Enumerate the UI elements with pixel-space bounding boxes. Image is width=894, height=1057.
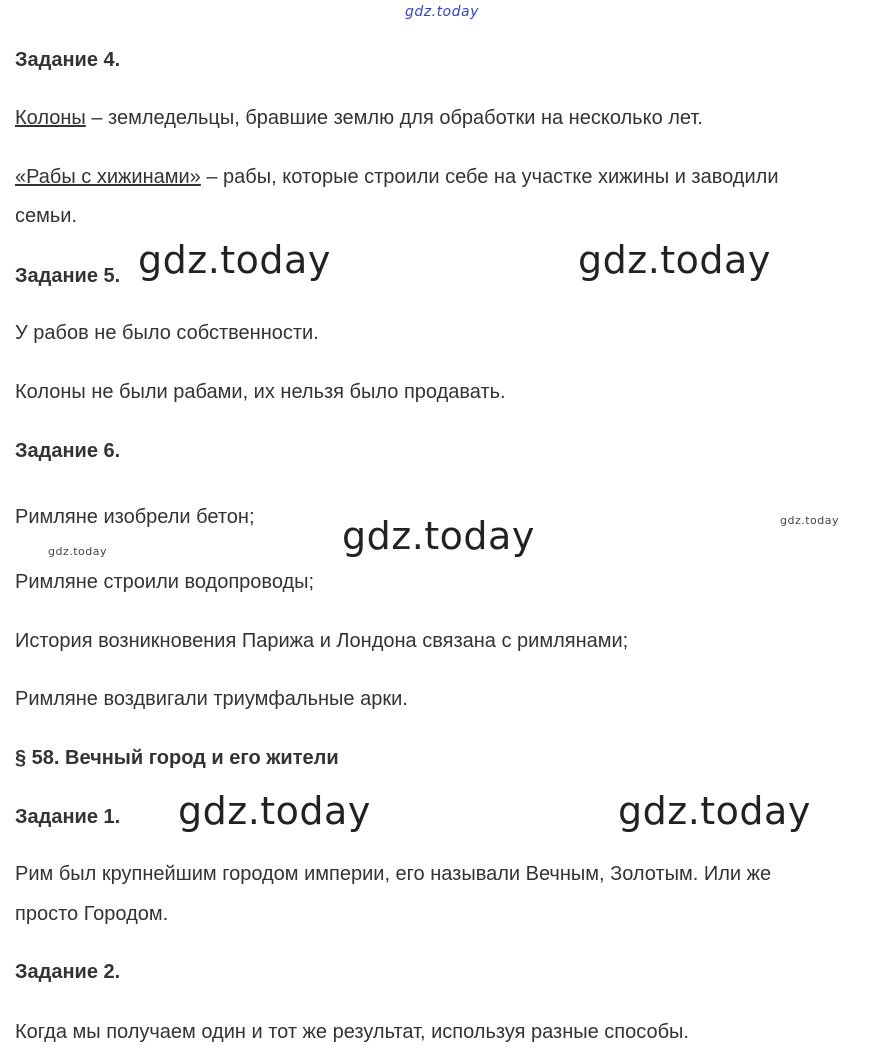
watermark-top: gdz.today bbox=[405, 4, 479, 20]
paragraph: Колоны не были рабами, их нельзя было продавать. bbox=[15, 381, 506, 403]
paragraph-continuation: просто Городом. bbox=[15, 903, 169, 925]
task-heading: Задание 1. bbox=[15, 806, 121, 828]
task-heading: Задание 2. bbox=[15, 961, 121, 983]
section-heading: § 58. Вечный город и его жители bbox=[15, 747, 339, 769]
paragraph: У рабов не было собственности. bbox=[15, 322, 319, 344]
task-heading: Задание 6. bbox=[15, 440, 121, 462]
definition-continuation: семьи. bbox=[15, 205, 78, 227]
term-slaves: «Рабы с хижинами» bbox=[15, 166, 201, 188]
watermark: gdz.today bbox=[178, 789, 371, 833]
task-heading: Задание 5. bbox=[15, 265, 121, 287]
paragraph: Римляне воздвигали триумфальные арки. bbox=[15, 688, 408, 710]
paragraph: Римляне изобрели бетон; bbox=[15, 506, 255, 528]
watermark: gdz.today bbox=[578, 238, 771, 282]
paragraph: Рим был крупнейшим городом империи, его называли Вечным, Золотым. Или же bbox=[15, 863, 772, 885]
definition-text: – рабы, которые строили себе на участке хижины и заводили bbox=[200, 166, 779, 188]
task-heading: Задание 4. bbox=[15, 49, 121, 71]
watermark: gdz.today bbox=[138, 238, 331, 282]
paragraph: Когда мы получаем один и тот же результат, используя разные способы. bbox=[15, 1021, 689, 1043]
watermark: gdz.today bbox=[618, 789, 811, 833]
paragraph: Римляне строили водопроводы; bbox=[15, 571, 315, 593]
watermark-small: gdz.today bbox=[780, 514, 840, 527]
paragraph: История возникновения Парижа и Лондона связана с римлянами; bbox=[15, 630, 629, 652]
definition-colons bbox=[15, 108, 703, 128]
watermark: gdz.today bbox=[342, 514, 535, 558]
definition-text: – земледельцы, бравшие землю для обработки на несколько лет. bbox=[85, 107, 703, 129]
definition-slaves bbox=[15, 167, 779, 187]
term-colons: Колоны bbox=[15, 107, 86, 129]
watermark-small: gdz.today bbox=[48, 545, 108, 558]
